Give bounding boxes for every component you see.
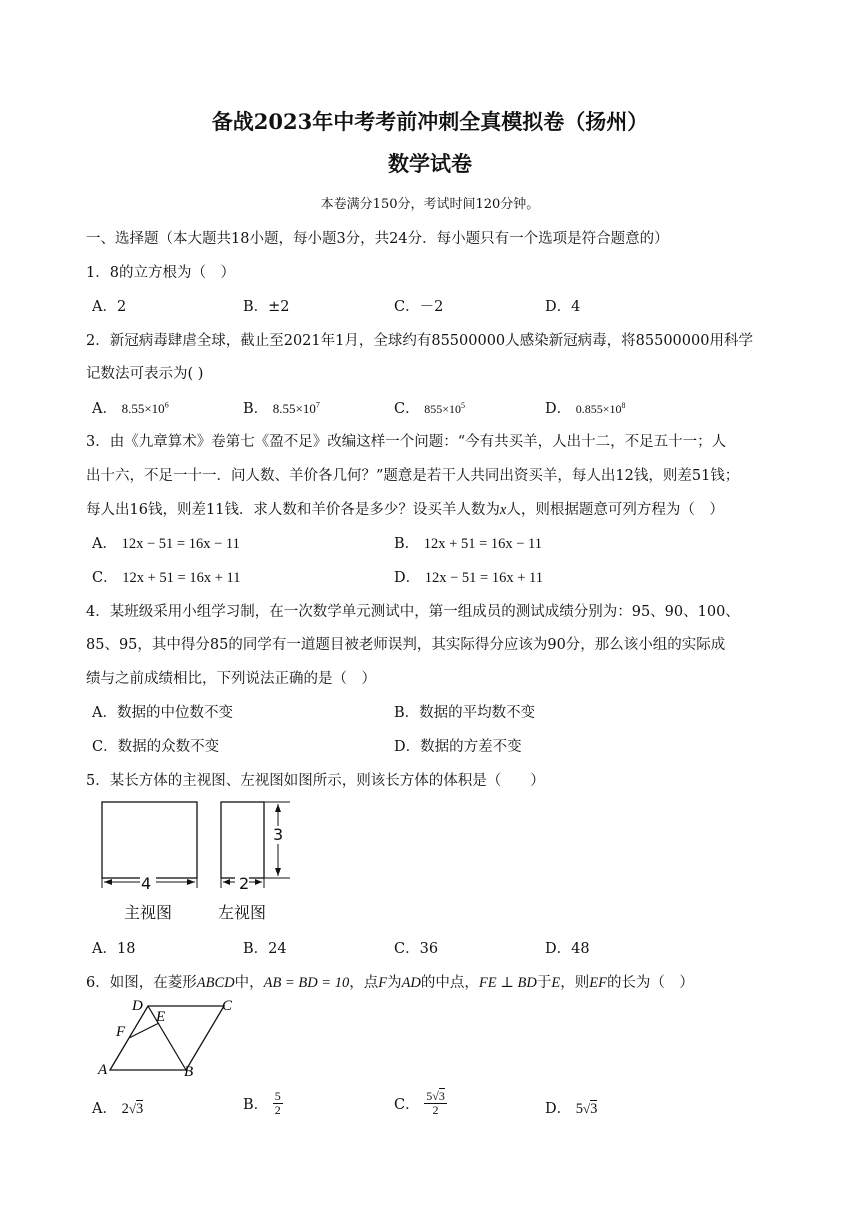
left-view-arrow-right [255,879,262,885]
front-view-rect [102,802,197,878]
question-3-line-1: 3．由《九章算术》卷第七《盈不足》改编这样一个问题：“今有共买羊，人出十二，不足五十一；人 [86,434,727,450]
exam-info: 本卷满分150分，考试时间120分钟。 [320,197,540,212]
q5-option-a: A．18 [92,941,136,957]
dim-height: 3 [273,825,284,844]
label-c: C [222,998,233,1014]
q3-option-b-label: B． [394,536,420,552]
q2-option-b [243,397,320,418]
label-b: B [184,1064,194,1080]
q3-option-d-label: D． [394,570,421,586]
question-3-line-2: 出十六，不足一十一．问人数、羊价各几何？”题意是若干人共同出资买羊，每人出12钱，则差51钱； [86,468,740,484]
front-view-arrow-left [104,879,112,885]
label-d: D [132,998,143,1014]
q6-option-d-label: D． [545,1101,572,1117]
q6-rhombus-figure [96,994,246,1080]
question-4-line-3: 绩与之前成绩相比，下列说法正确的是（ ） [86,671,376,687]
q6-option-d-value: 5√3 [575,1101,598,1117]
q2-option-a [92,397,169,418]
q4-option-c: C．数据的众数不变 [92,739,220,755]
section-heading: 一、选择题（本大题共18小题，每小题3分，共24分．每小题只有一个选项是符合题意的） [86,231,669,247]
q1-option-a: A．2 [92,299,127,315]
q6-option-c-fraction: $\frac{5√3}{2}$ [426,1089,445,1117]
label-f: F [116,1024,126,1040]
question-3-line-3: 每人出16钱，则差11钱．求人数和羊价各是多少？设买羊人数为x人，则根据题意可列方程为（ ） [86,502,724,518]
q2-option-a-value: $8.55\times 10^6$ [121,400,169,416]
left-view-rect [221,802,264,878]
q5-option-c: C．36 [394,941,439,957]
q4-option-a: A．数据的中位数不变 [92,705,233,721]
q4-option-b: B．数据的平均数不变 [394,705,536,721]
q2-option-b-label: B． [243,401,269,417]
question-1-stem: 1．8的立方根为（ ） [86,265,235,281]
q6-option-c [394,1090,447,1117]
label-a: A [98,1062,108,1078]
q6-option-a [92,1097,143,1118]
diagonal-bd [148,1006,186,1070]
q3-option-c-equation: 12x + 51 = 16x + 11 [122,570,241,586]
question-5-stem: 5．某长方体的主视图、左视图如图所示，则该长方体的体积是（ ） [86,773,545,789]
question-2-line-2: 记数法可表示为( ) [86,366,204,382]
q3-option-c-label: C． [92,570,118,586]
q3-option-b-equation: 12x + 51 = 16x − 11 [423,536,543,552]
q6-option-b [243,1090,283,1117]
page-title: 备战2023年中考考前冲刺全真模拟卷（扬州） [211,109,649,134]
q4-option-d: D．数据的方差不变 [394,739,522,755]
left-view-label: 左视图 [218,903,267,922]
q1-option-b: B．±2 [243,299,290,315]
q2-option-d-value: $0.855\times 10^8$ [575,401,626,416]
page-subtitle: 数学试卷 [388,151,472,176]
q2-option-d [545,397,626,418]
q3-option-a [92,532,240,553]
question-2-line-1: 2．新冠病毒肆虐全球，截止至2021年1月，全球约有85500000人感染新冠病毒，将85500000用科学 [86,333,753,349]
q6-option-c-label: C． [394,1097,420,1113]
q2-option-c-value: $855\times 10^5$ [424,401,465,416]
q6-option-b-fraction: $\frac{5}{2}$ [274,1089,281,1117]
q5-option-b: B．24 [243,941,287,957]
left-view-arrow-left [223,879,230,885]
q2-option-c-label: C． [394,401,420,417]
height-arrow-top [275,804,281,812]
q6-option-a-value: 2√3 [121,1101,144,1117]
q1-option-c: C．－2 [394,299,444,315]
q3-option-a-label: A． [92,536,117,552]
q3-option-c [92,566,240,587]
q5-views-figure [96,796,296,892]
question-4-line-2: 85、95，其中得分85的同学有一道题目被老师误判，其实际得分应该为90分，那么该小组的实际成 [86,637,726,653]
dim-left-width: 2 [239,874,250,893]
q3-option-d [394,566,543,587]
question-4-line-1: 4．某班级采用小组学习制，在一次数学单元测试中，第一组成员的测试成绩分别为：95、90、100、 [86,604,740,620]
q6-option-a-label: A． [92,1101,117,1117]
label-e: E [156,1009,166,1025]
dim-front-width: 4 [141,874,152,893]
q2-option-d-label: D． [545,401,572,417]
q6-option-b-label: B． [243,1097,269,1113]
question-6-stem: 6．如图，在菱形ABCD中，AB = BD = 10，点F为AD的中点，FE ⊥ BD于E，则EF的长为（ ） [86,975,694,991]
q2-option-b-value: $8.55\times 10^7$ [272,400,320,416]
q2-option-c [394,397,465,418]
front-view-label: 主视图 [124,903,173,922]
q3-option-b [394,532,542,553]
q3-option-d-equation: 12x − 51 = 16x + 11 [424,570,543,586]
q2-option-a-label: A． [92,401,117,417]
q3-option-a-equation: 12x − 51 = 16x − 11 [121,536,240,552]
q1-option-d: D．4 [545,299,581,315]
front-view-arrow-right [187,879,195,885]
q6-option-d [545,1097,597,1118]
q5-option-d: D．48 [545,941,590,957]
height-arrow-bottom [275,868,281,876]
